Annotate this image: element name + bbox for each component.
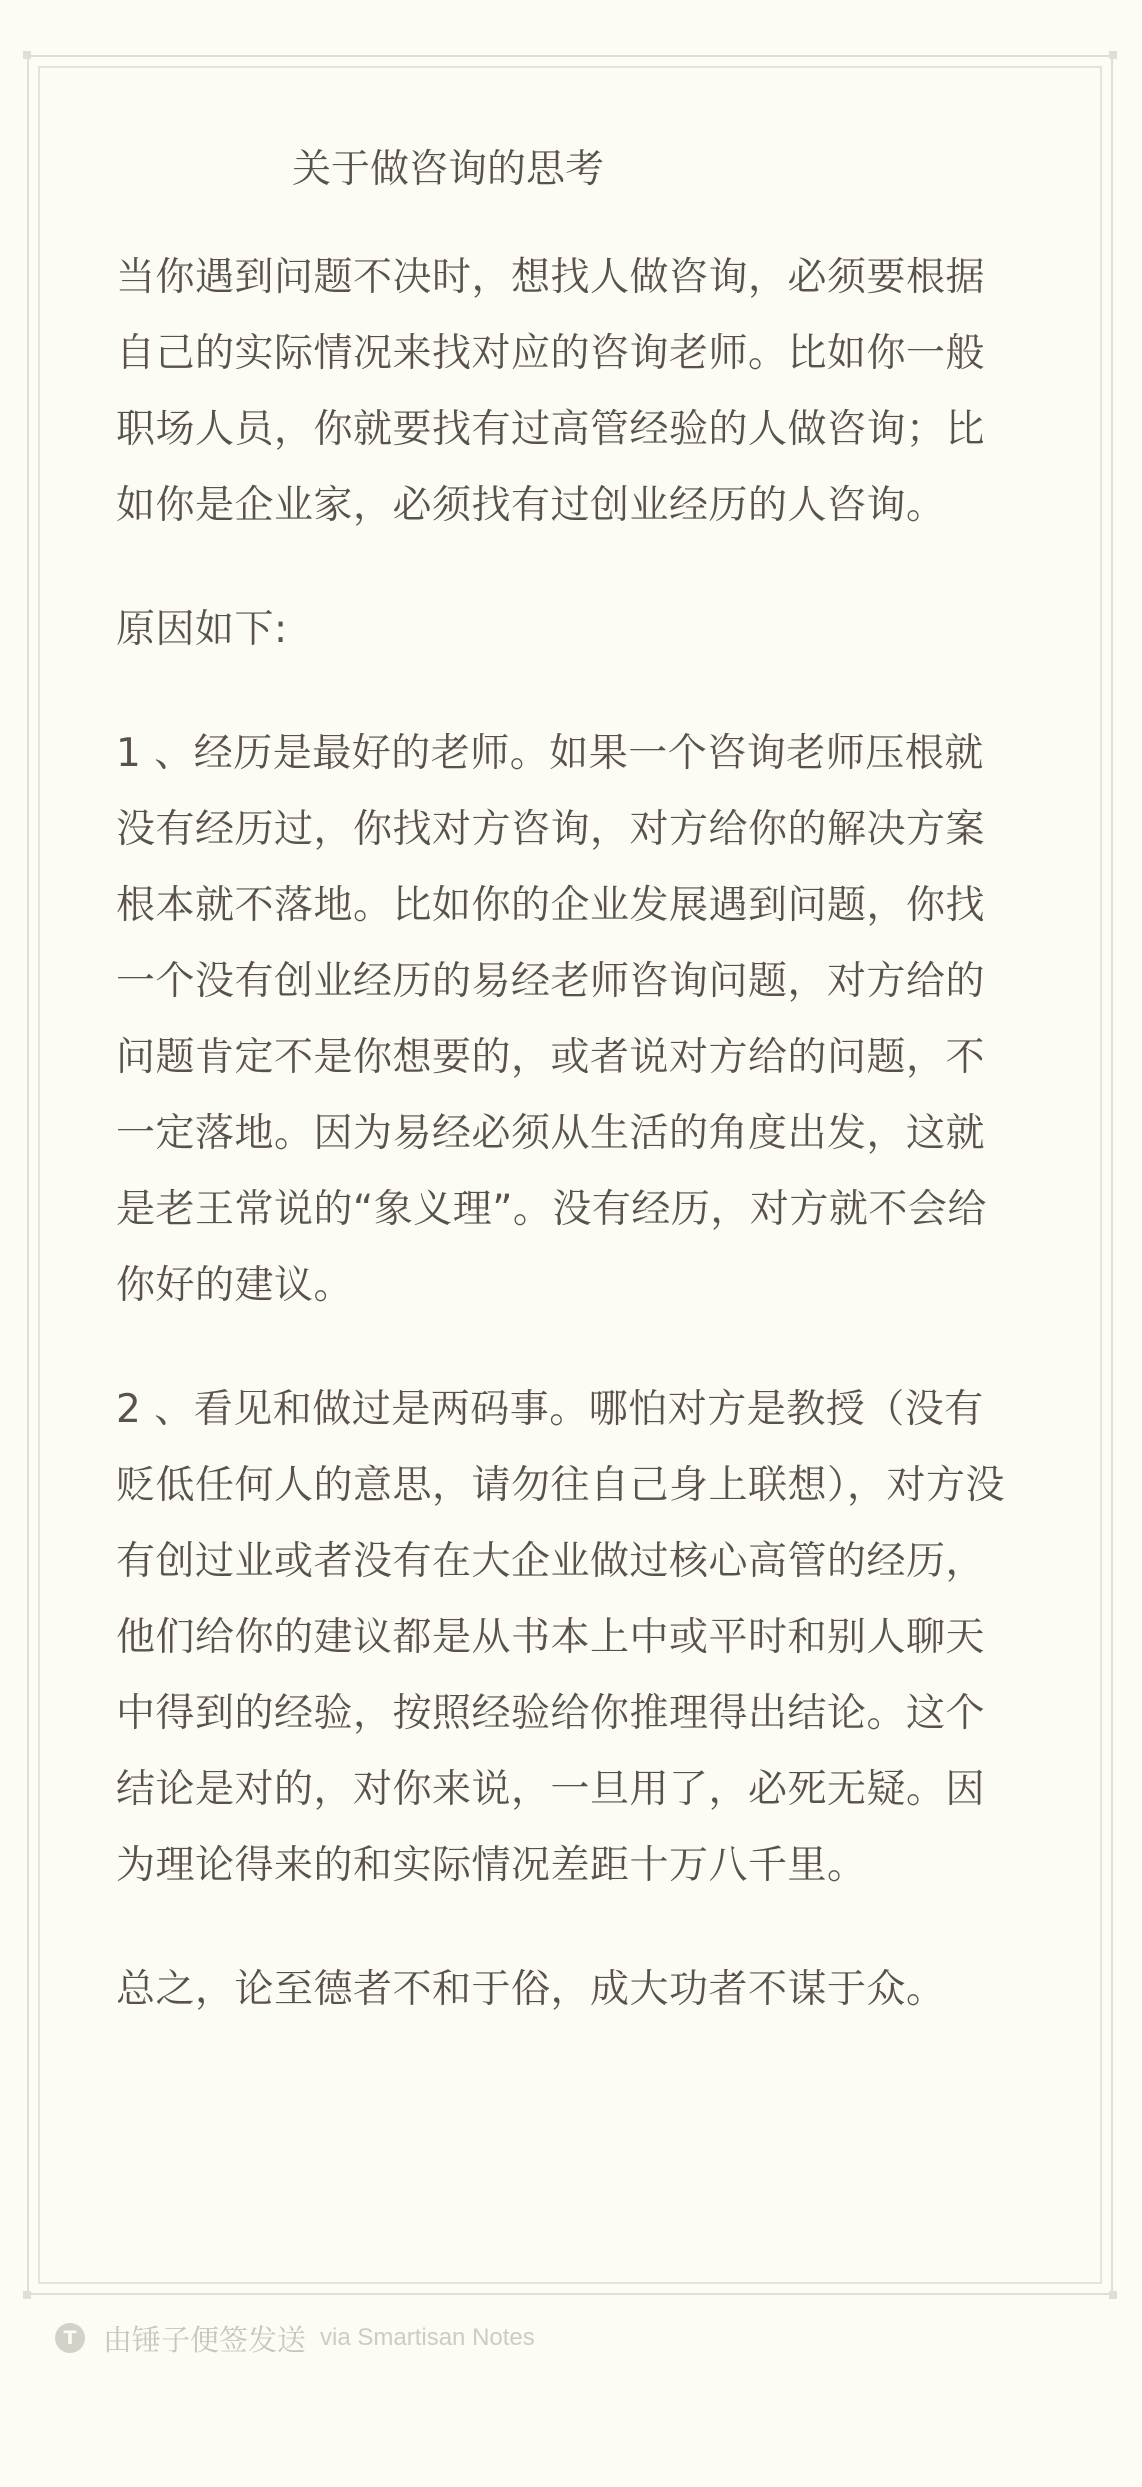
footer-sent-via-cn: 由锤子便签发送 bbox=[103, 2322, 307, 2357]
note-paragraph-reasons-heading: 原因如下: bbox=[116, 607, 288, 652]
border-corner-bottom-right bbox=[1109, 2291, 1117, 2299]
smartisan-t-icon: T bbox=[55, 2323, 85, 2353]
note-content bbox=[116, 138, 1016, 2076]
note-paragraph-conclusion: 总之，论至德者不和于俗，成大功者不谋于众。 bbox=[116, 1967, 946, 2012]
note-paragraph-point-1: 1 、经历是最好的老师。如果一个咨询老师压根就没有经历过，你找对方咨询，对方给你的解决方案根本就不落地。比如你的企业发展遇到问题，你找一个没有创业经历的易经老师咨询问题，对方给的问题肯定不是你想要的，或者说对方给的问题，不一定落地。因为易经必须从生活的角度出发，这就是老王常说的“象义理”。没有经历，对方就不会给你好的建议。 bbox=[116, 731, 987, 1308]
footer-attribution bbox=[55, 2318, 535, 2358]
note-title: 关于做咨询的思考 bbox=[292, 147, 605, 192]
note-paragraph-intro: 当你遇到问题不决时，想找人做咨询，必须要根据自己的实际情况来找对应的咨询老师。比如你一般职场人员，你就要找有过高管经验的人做咨询；比如你是企业家，必须找有过创业经历的人咨询。 bbox=[116, 255, 986, 528]
border-corner-bottom-left bbox=[23, 2291, 31, 2299]
border-corner-top-left bbox=[23, 51, 31, 59]
footer-sent-via-en: via Smartisan Notes bbox=[320, 2324, 535, 2351]
note-paragraph-point-2: 2 、看见和做过是两码事。哪怕对方是教授（没有贬低任何人的意思，请勿往自己身上联想），对方没有创过业或者没有在大企业做过核心高管的经历，他们给你的建议都是从书本上中或平时和别人聊天中得到的经验，按照经验给你推理得出结论。这个结论是对的，对你来说，一旦用了，必死无疑。因为理论得来的和实际情况差距十万八千里。 bbox=[116, 1387, 1006, 1888]
border-corner-top-right bbox=[1109, 51, 1117, 59]
